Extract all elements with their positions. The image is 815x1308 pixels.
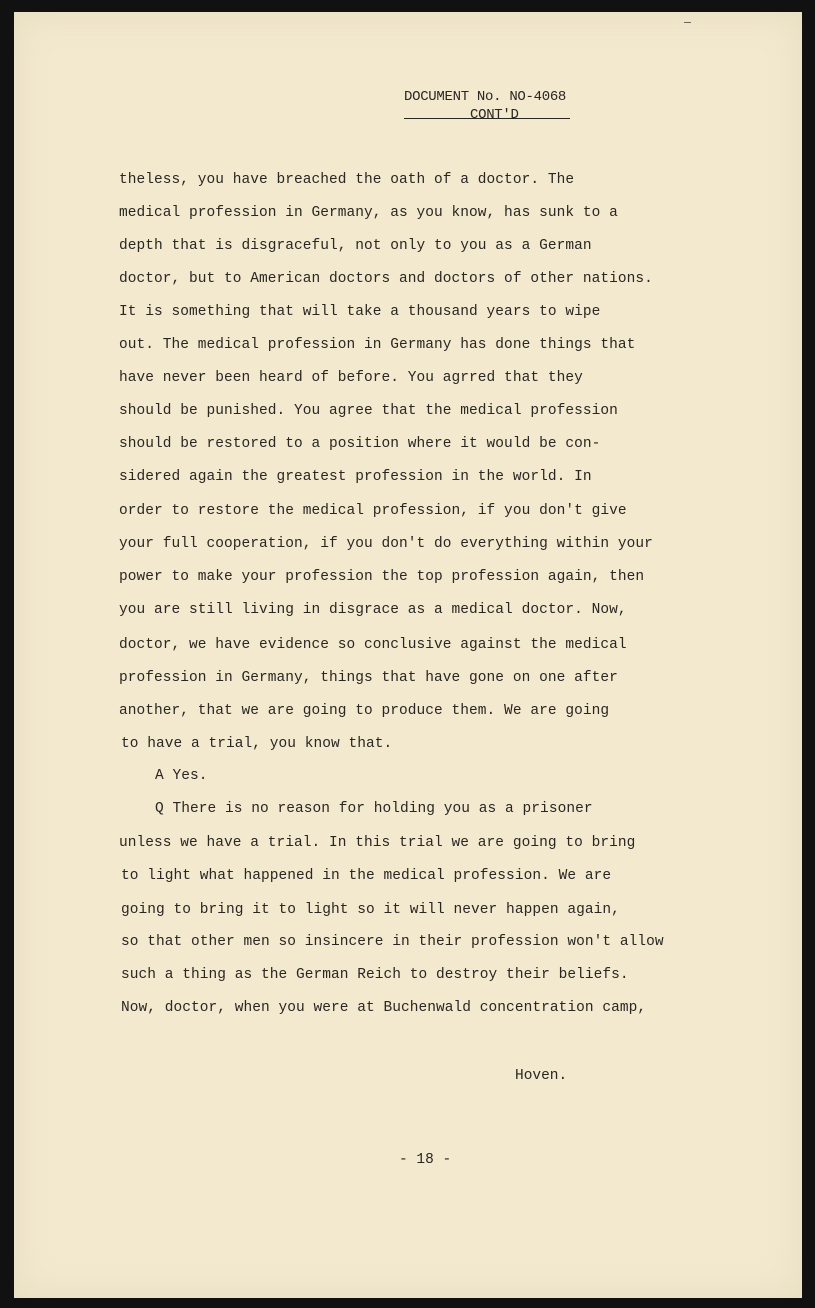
text-line: power to make your profession the top profession again, then xyxy=(119,569,645,585)
text-line: unless we have a trial. In this trial we are going to bring xyxy=(119,835,636,851)
header-underline xyxy=(404,118,570,119)
text-line: profession in Germany, things that have gone on one after xyxy=(119,670,618,686)
text-line: to light what happened in the medical profession. We are xyxy=(121,868,612,884)
text-line: have never been heard of before. You agrred that they xyxy=(119,370,583,386)
document-number: DOCUMENT No. NO-4068 xyxy=(404,89,567,105)
text-line: going to bring it to light so it will never happen again, xyxy=(121,902,620,918)
text-line: Now, doctor, when you were at Buchenwald concentration camp, xyxy=(121,1000,647,1016)
text-line: to have a trial, you know that. xyxy=(121,736,393,752)
text-line: doctor, but to American doctors and doctors of other nations. xyxy=(119,271,653,287)
question-line: Q There is no reason for holding you as a prisoner xyxy=(155,801,593,817)
signature-text: Hoven. xyxy=(515,1068,568,1084)
text-line: such a thing as the German Reich to destroy their beliefs. xyxy=(121,967,629,983)
text-line: doctor, we have evidence so conclusive against the medical xyxy=(119,637,627,653)
text-line: It is something that will take a thousand years to wipe xyxy=(119,304,601,320)
text-line: so that other men so insincere in their profession won't allow xyxy=(121,934,664,950)
text-line: order to restore the medical profession, if you don't give xyxy=(119,503,627,519)
text-line: theless, you have breached the oath of a doctor. The xyxy=(119,172,575,188)
text-line: medical profession in Germany, as you know, has sunk to a xyxy=(119,205,618,221)
text-line: depth that is disgraceful, not only to you as a German xyxy=(119,238,592,254)
text-line: out. The medical profession in Germany has done things that xyxy=(119,337,636,353)
text-line: should be punished. You agree that the medical profession xyxy=(119,403,618,419)
text-line: sidered again the greatest profession in the world. In xyxy=(119,469,592,485)
text-line: your full cooperation, if you don't do everything within your xyxy=(119,536,653,552)
text-line: another, that we are going to produce them. We are going xyxy=(119,703,610,719)
text-line: you are still living in disgrace as a medical doctor. Now, xyxy=(119,602,627,618)
text-line: should be restored to a position where it would be con- xyxy=(119,436,601,452)
page-number: - 18 - xyxy=(399,1152,452,1168)
answer-line: A Yes. xyxy=(155,768,208,784)
document-header xyxy=(404,88,570,124)
continued-label: CONT'D xyxy=(470,107,519,123)
corner-mark xyxy=(684,22,691,23)
